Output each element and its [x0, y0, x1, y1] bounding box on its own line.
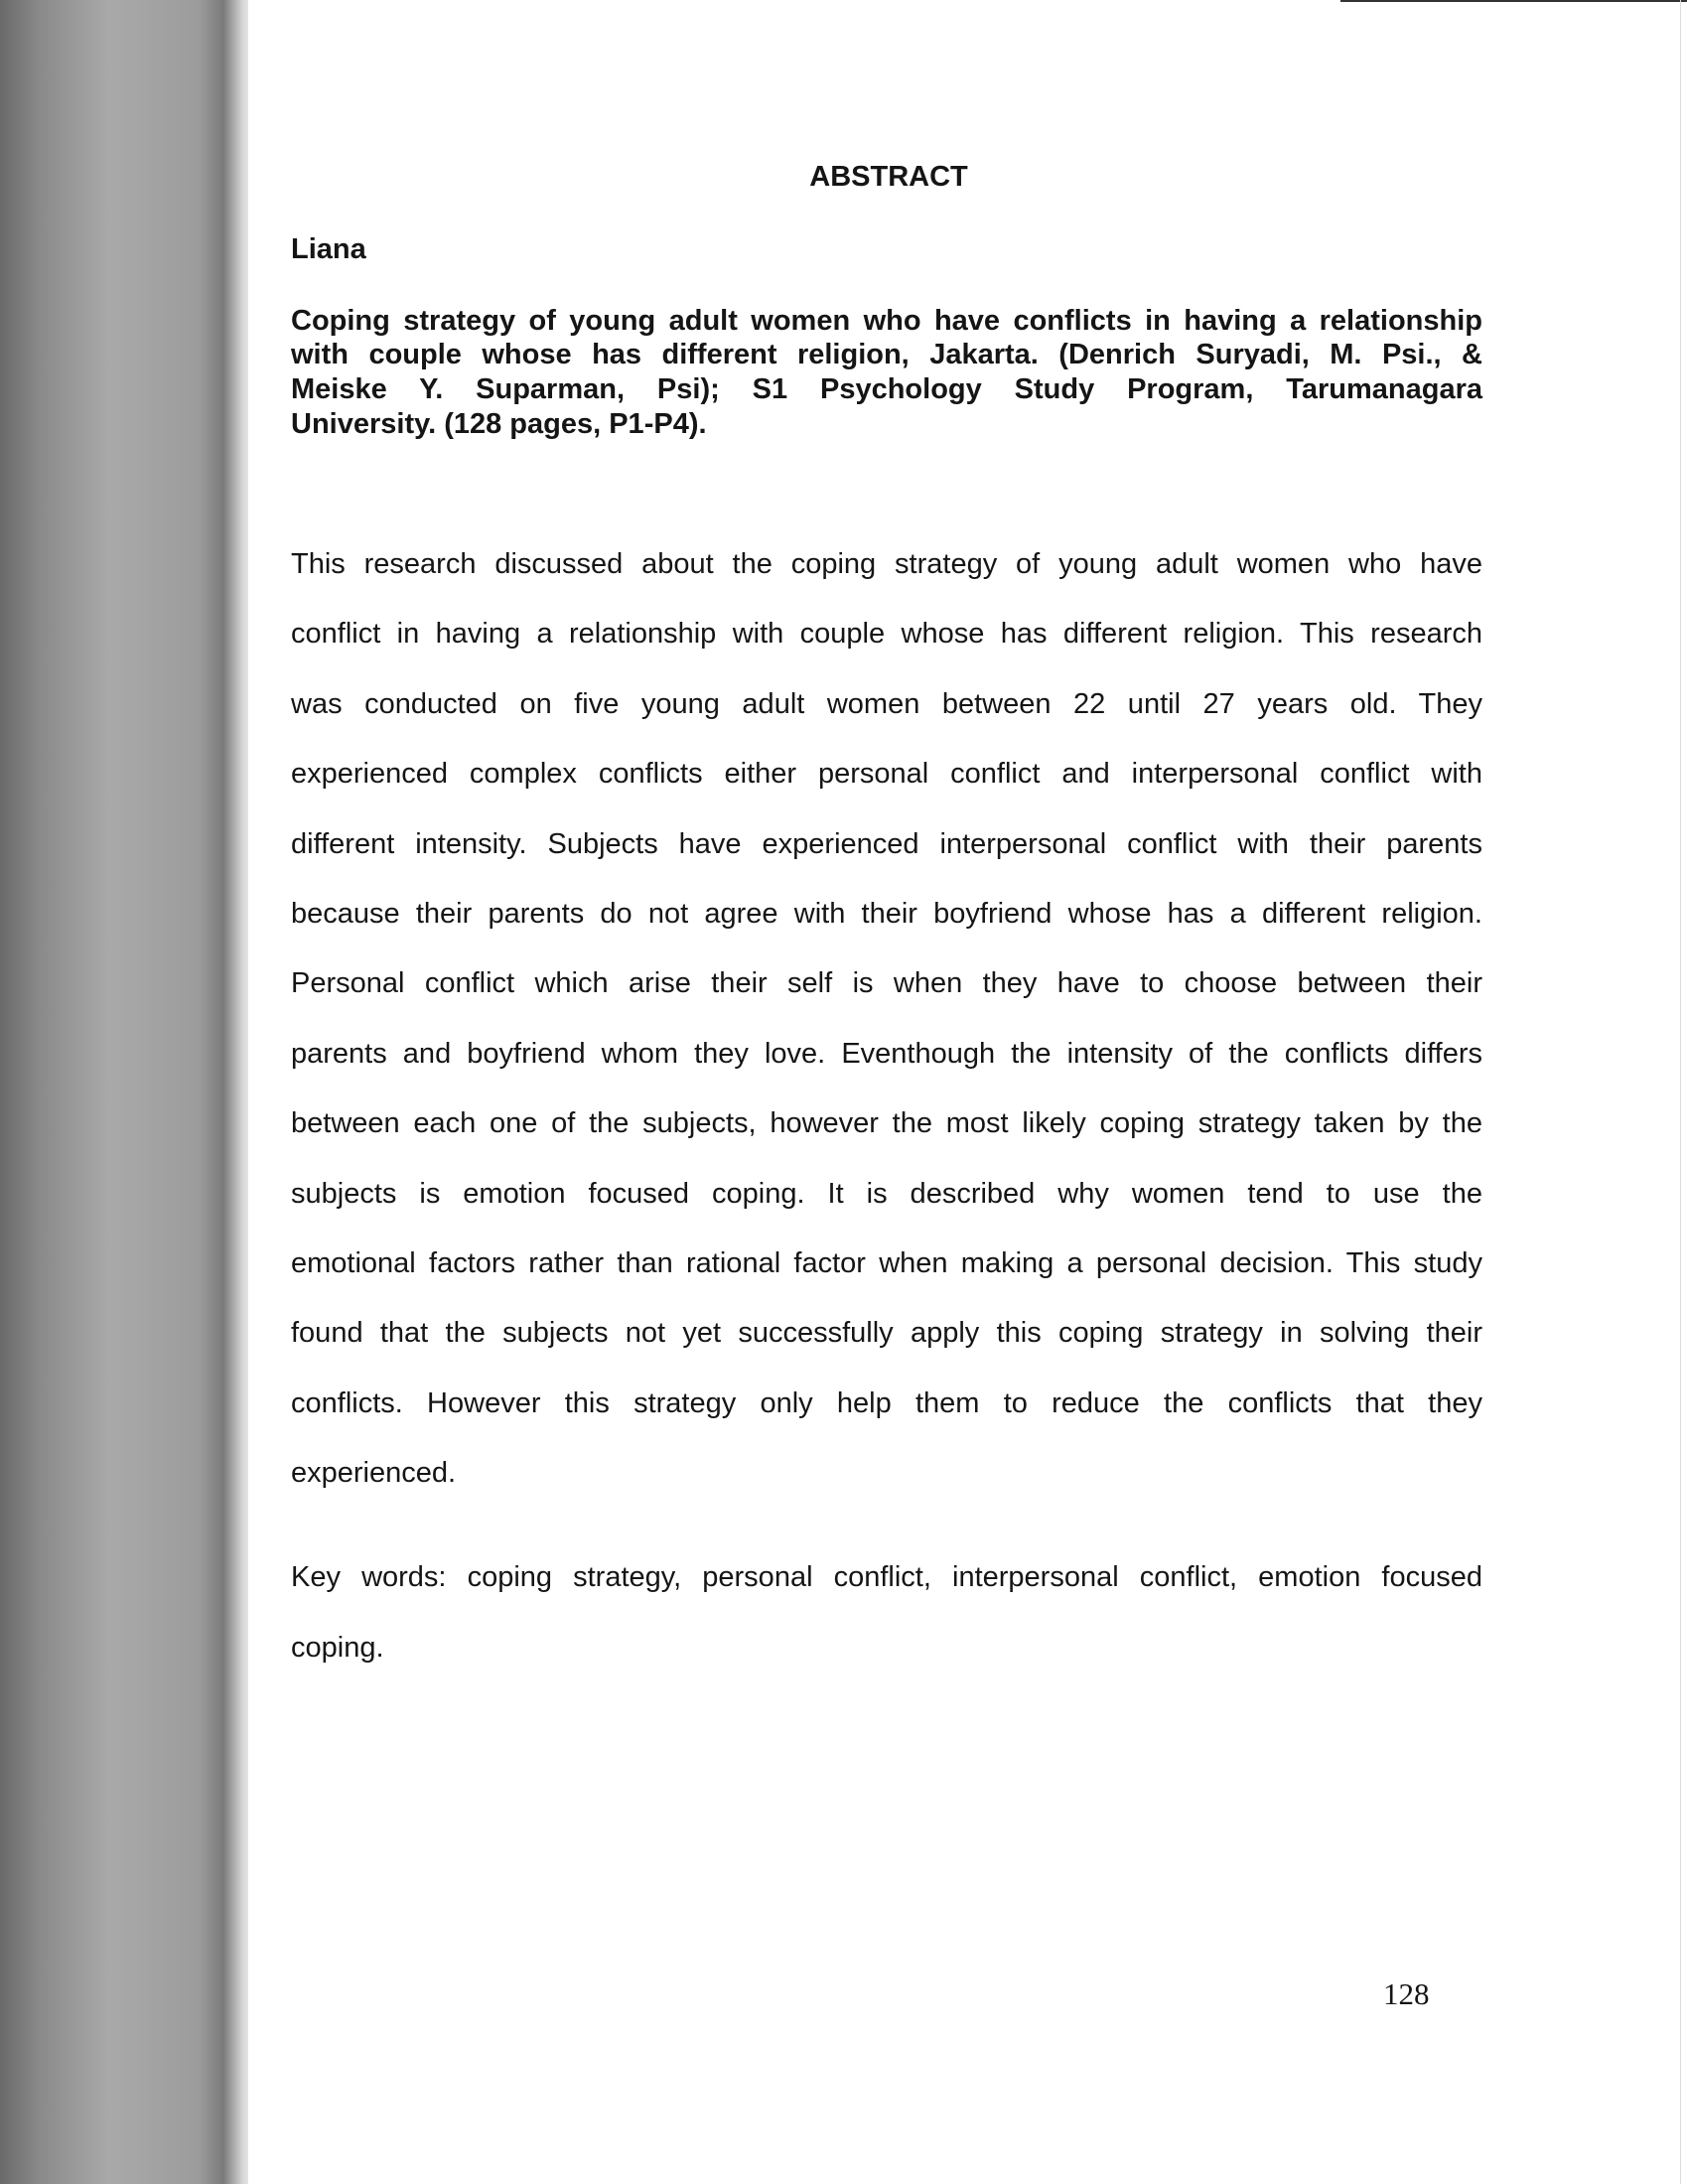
body-line: experienced. [291, 1457, 457, 1490]
body-line: experienced complex conflicts either personal conflict and interpersonal conflict with [291, 758, 1482, 791]
scan-edge-line [1340, 0, 1687, 2]
body-line: emotional factors rather than rational factor when making a personal decision. This study [291, 1247, 1482, 1279]
body-line: between each one of the subjects, however the most likely coping strategy taken by the [291, 1107, 1482, 1140]
body-line: was conducted on five young adult women between 22 until 27 years old. They [291, 687, 1482, 720]
abstract-heading: ABSTRACT [809, 161, 968, 193]
scan-binding-shadow [0, 0, 248, 2184]
keywords-line: Key words: coping strategy, personal conflict, interpersonal conflict, emotion focused [291, 1561, 1482, 1593]
citation-line: Meiske Y. Suparman, Psi); S1 Psychology Study Program, Tarumanagara [291, 373, 1482, 405]
body-line: different intensity. Subjects have experienced interpersonal conflict with their parents [291, 827, 1482, 860]
citation-line: University. (128 pages, P1-P4). [291, 408, 707, 440]
citation-line: with couple whose has different religion, Jakarta. (Denrich Suryadi, M. Psi., & [291, 339, 1482, 370]
keywords-line: coping. [291, 1632, 384, 1664]
body-line: parents and boyfriend whom they love. Eventhough the intensity of the conflicts differs [291, 1037, 1482, 1070]
body-line: found that the subjects not yet successfully apply this coping strategy in solving their [291, 1317, 1482, 1350]
citation-line: Coping strategy of young adult women who have conflicts in having a relationship [291, 305, 1482, 337]
body-line: This research discussed about the coping strategy of young adult women who have [291, 548, 1482, 580]
author-name: Liana [291, 233, 366, 265]
body-line: subjects is emotion focused coping. It is described why women tend to use the [291, 1177, 1482, 1210]
body-line: Personal conflict which arise their self is when they have to choose between their [291, 967, 1482, 1000]
body-line: because their parents do not agree with their boyfriend whose has a different religion. [291, 898, 1482, 930]
body-line: conflicts. However this strategy only help them to reduce the conflicts that they [291, 1386, 1482, 1419]
body-line: conflict in having a relationship with couple whose has different religion. This research [291, 618, 1482, 651]
page-number: 128 [1383, 1976, 1430, 2011]
page-edge [1680, 0, 1681, 2184]
